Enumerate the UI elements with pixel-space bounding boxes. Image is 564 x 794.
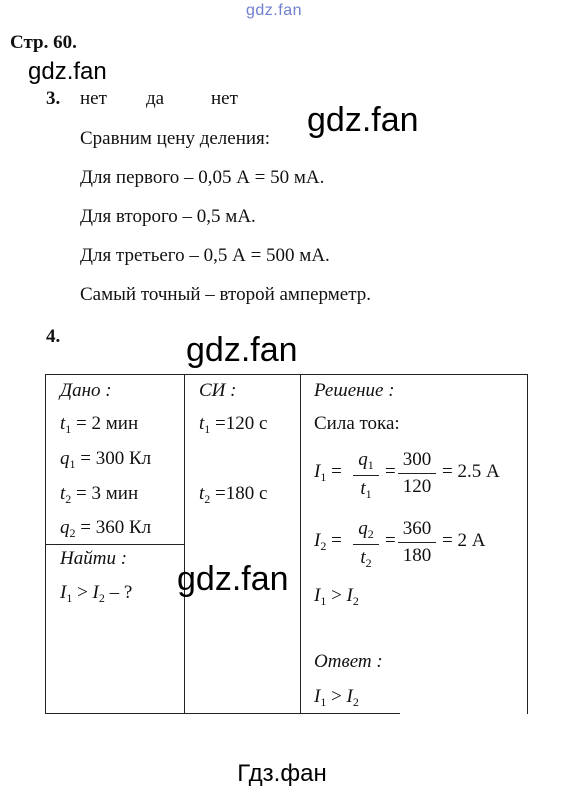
dano-header: Дано : <box>60 380 112 401</box>
naiti-expression: $I_1 > I_2$ – ? <box>60 582 133 605</box>
dano-row: $q_1 = 300$ Кл <box>60 448 152 471</box>
fraction-numeric: 360 180 <box>398 518 436 567</box>
table-divider-2 <box>300 374 301 714</box>
task-3-number: 3. <box>46 88 61 109</box>
watermark-big-3: gdz.fan <box>177 560 289 598</box>
answer-2: да <box>146 88 165 109</box>
watermark-big-1: gdz.fan <box>307 101 419 139</box>
table-bottom-border <box>45 713 400 714</box>
page-label: Стр. 60. <box>10 32 77 53</box>
fraction-numeric: 300 120 <box>398 449 436 498</box>
dano-row: $t_2 = 3$ мин <box>60 483 139 506</box>
table-right-border <box>527 374 528 714</box>
footer-watermark: Гдз.фан <box>237 760 327 787</box>
answer-expression: $I_1 > I_2$ <box>314 686 359 709</box>
si-row: $t_1 =120$ с <box>199 413 268 436</box>
si-row: $t_2 =180$ с <box>199 483 268 506</box>
task-3-line: Самый точный – второй амперметр. <box>80 284 372 305</box>
fraction-symbolic: $q_1$ $t_1$ <box>353 449 379 502</box>
task-3-line: Для третьего – 0,5 А = 500 мА. <box>80 245 330 266</box>
si-header: СИ : <box>199 380 237 401</box>
answer-3: нет <box>211 88 238 109</box>
naiti-header: Найти : <box>60 548 128 569</box>
answer-1: нет <box>80 88 107 109</box>
task-4-number: 4. <box>46 326 61 347</box>
watermark-small: gdz.fan <box>28 58 107 85</box>
reshenie-header: Решение : <box>314 380 395 401</box>
fraction-symbolic: $q_2$ $t_2$ <box>353 518 379 571</box>
watermark-top: gdz.fan <box>246 2 302 19</box>
answer-header: Ответ : <box>314 651 383 672</box>
task-3-line: Сравним цену деления: <box>80 128 271 149</box>
comparison: $I_1 > I_2$ <box>314 585 359 608</box>
reshenie-intro: Сила тока: <box>314 413 400 434</box>
dano-row: $q_2 = 360$ Кл <box>60 517 152 540</box>
watermark-big-2: gdz.fan <box>186 331 298 369</box>
table-section-divider <box>45 544 185 545</box>
dano-row: $t_1 = 2$ мин <box>60 413 139 436</box>
task-3-line: Для второго – 0,5 мА. <box>80 206 256 227</box>
task-3-line: Для первого – 0,05 А = 50 мА. <box>80 167 325 188</box>
table-top-border <box>45 374 528 375</box>
